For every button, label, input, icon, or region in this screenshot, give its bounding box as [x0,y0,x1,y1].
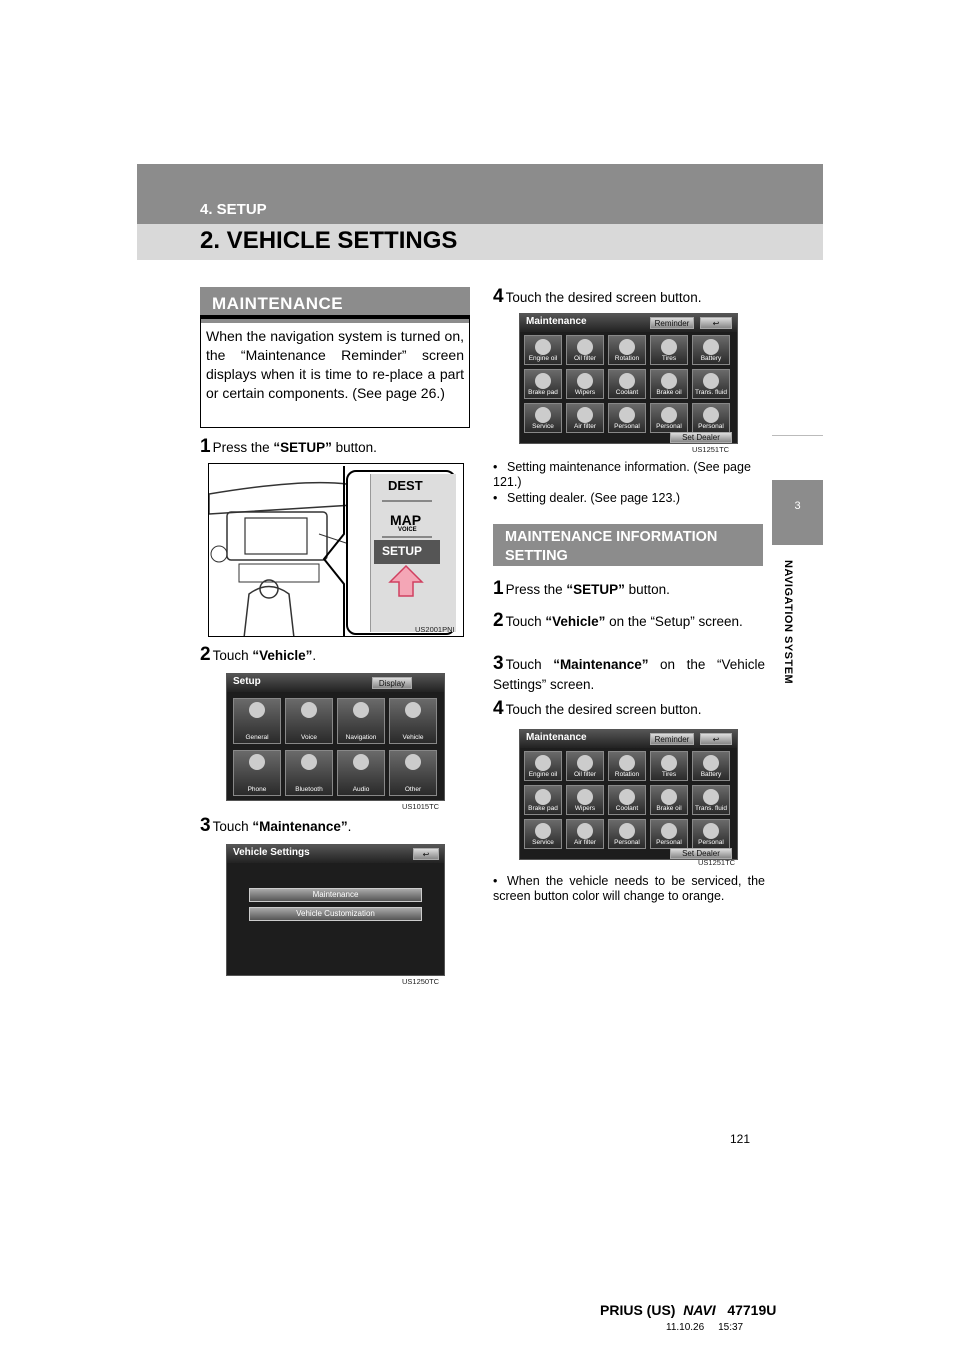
left-step-3: 3 Touch “Maintenance”. [200,815,352,836]
step-number: 2 [493,610,504,631]
maintenance-tile: Personal [692,819,730,849]
map-button-label: MAP [390,512,422,528]
mis-step-4: 4 Touch the desired screen button. [493,698,702,719]
maintenance-tile: Air filter [566,819,604,849]
maintenance-tile: Personal [692,403,730,433]
setup-tile: General [233,698,281,744]
maintenance-button: Maintenance [249,888,422,902]
chapter-label: NAVIGATION SYSTEM [782,560,794,685]
vehicle-settings-screen [226,844,445,976]
maintenance-tile: Tires [650,335,688,365]
maintenance-info-heading: MAINTENANCE INFORMATION SETTING [493,524,763,566]
bullet-item: • Setting dealer. (See page 123.) [493,491,681,505]
maintenance-tile: Service [524,403,562,433]
left-step-2: 2 Touch “Vehicle”. [200,644,317,665]
maintenance-tile: Battery [692,335,730,365]
step-number: 3 [200,815,211,836]
maintenance-tile: Trans. fluid [692,785,730,815]
right-step-4: 4 Touch the desired screen button. [493,286,702,307]
step-number: 1 [493,578,504,599]
figure-code: US2001PNI [415,625,455,634]
maintenance-tile: Tires [650,751,688,781]
maintenance-description: When the navigation system is turned on, the “Maintenance Reminder” screen displays when it is time to re-place a part or certain components. (See page 26.) [200,318,470,428]
setup-tile: Audio [337,750,385,796]
maintenance-tile: Wipers [566,369,604,399]
setup-tile: Other [389,750,437,796]
maintenance-tile: Engine oil [524,335,562,365]
step-number: 3 [493,653,504,674]
maintenance-tile: Trans. fluid [692,369,730,399]
reminder-button: Reminder [650,317,694,329]
screen-title: Vehicle Settings [233,847,310,858]
maintenance-tile: Rotation [608,751,646,781]
dest-button-label: DEST [388,478,423,493]
chapter-tab: 3 [772,480,823,545]
section-label: 4. SETUP [200,201,267,218]
zoom-callout [346,470,456,635]
maintenance-tile: Personal [650,403,688,433]
maintenance-tile: Air filter [566,403,604,433]
maintenance-tile: Brake oil [650,785,688,815]
figure-code: US1250TC [402,977,440,986]
back-icon: ↩ [700,317,732,329]
setup-tile: Navigation [337,698,385,744]
print-stamp: 11.10.26 15:37 [666,1322,744,1333]
set-dealer-button: Set Dealer [670,848,732,859]
footer-model: PRIUS (US) NAVI 47719U [600,1302,777,1318]
maintenance-tile: Brake pad [524,369,562,399]
mis-step-1: 1 Press the “SETUP” button. [493,578,670,599]
maintenance-heading: MAINTENANCE [200,287,470,323]
bullet-item: • When the vehicle needs to be serviced, the screen button color will change to orange. [493,874,765,903]
setup-screen [226,673,445,801]
screen-title: Maintenance [526,732,587,743]
figure-code: US1251TC [698,858,736,867]
setup-tile: Vehicle [389,698,437,744]
figure-code: US1015TC [402,802,440,811]
maintenance-tile: Personal [608,403,646,433]
maintenance-tile: Battery [692,751,730,781]
figure-code: US1251TC [692,445,730,454]
maintenance-tile: Oil filter [566,751,604,781]
back-icon: ↩ [413,848,439,860]
page-number: 121 [730,1132,751,1146]
step-number: 4 [493,698,504,719]
maintenance-tile: Personal [608,819,646,849]
maintenance-tile: Brake pad [524,785,562,815]
setup-button-label: SETUP [382,544,423,558]
back-icon: ↩ [700,733,732,745]
maintenance-tile: Engine oil [524,751,562,781]
step-number: 1 [200,436,211,457]
vehicle-customization-button: Vehicle Customization [249,907,422,921]
press-arrow-icon [388,564,424,598]
maintenance-screen-bottom [519,729,738,860]
bullet-item: • Setting maintenance information. (See page 121.) [493,460,751,489]
display-button: Display [372,677,412,689]
maintenance-tile: Rotation [608,335,646,365]
maintenance-tile: Oil filter [566,335,604,365]
mis-step-2: 2 Touch “Vehicle” on the “Setup” screen. [493,610,743,631]
mis-step-3: 3 Touch “Maintenance” on the “Vehicle Settings” screen. [493,653,765,692]
screen-title: Setup [233,676,261,687]
divider [382,500,432,502]
voice-label: VOICE [398,527,417,533]
set-dealer-button: Set Dealer [670,432,732,443]
reminder-button: Reminder [650,733,694,745]
maintenance-tile: Coolant [608,369,646,399]
maintenance-tile: Service [524,819,562,849]
step-number: 4 [493,286,504,307]
maintenance-tile: Coolant [608,785,646,815]
setup-tile: Voice [285,698,333,744]
step-number: 2 [200,644,211,665]
maintenance-tile: Wipers [566,785,604,815]
tab-divider [772,435,823,436]
left-step-1: 1 Press the “SETUP” button. [200,436,377,457]
setup-button-figure [208,463,464,637]
maintenance-screen-top [519,313,738,444]
maintenance-tile: Brake oil [650,369,688,399]
setup-tile: Bluetooth [285,750,333,796]
page-title: 2. VEHICLE SETTINGS [200,227,458,254]
screen-title: Maintenance [526,316,587,327]
divider [382,536,432,538]
maintenance-tile: Personal [650,819,688,849]
setup-tile: Phone [233,750,281,796]
